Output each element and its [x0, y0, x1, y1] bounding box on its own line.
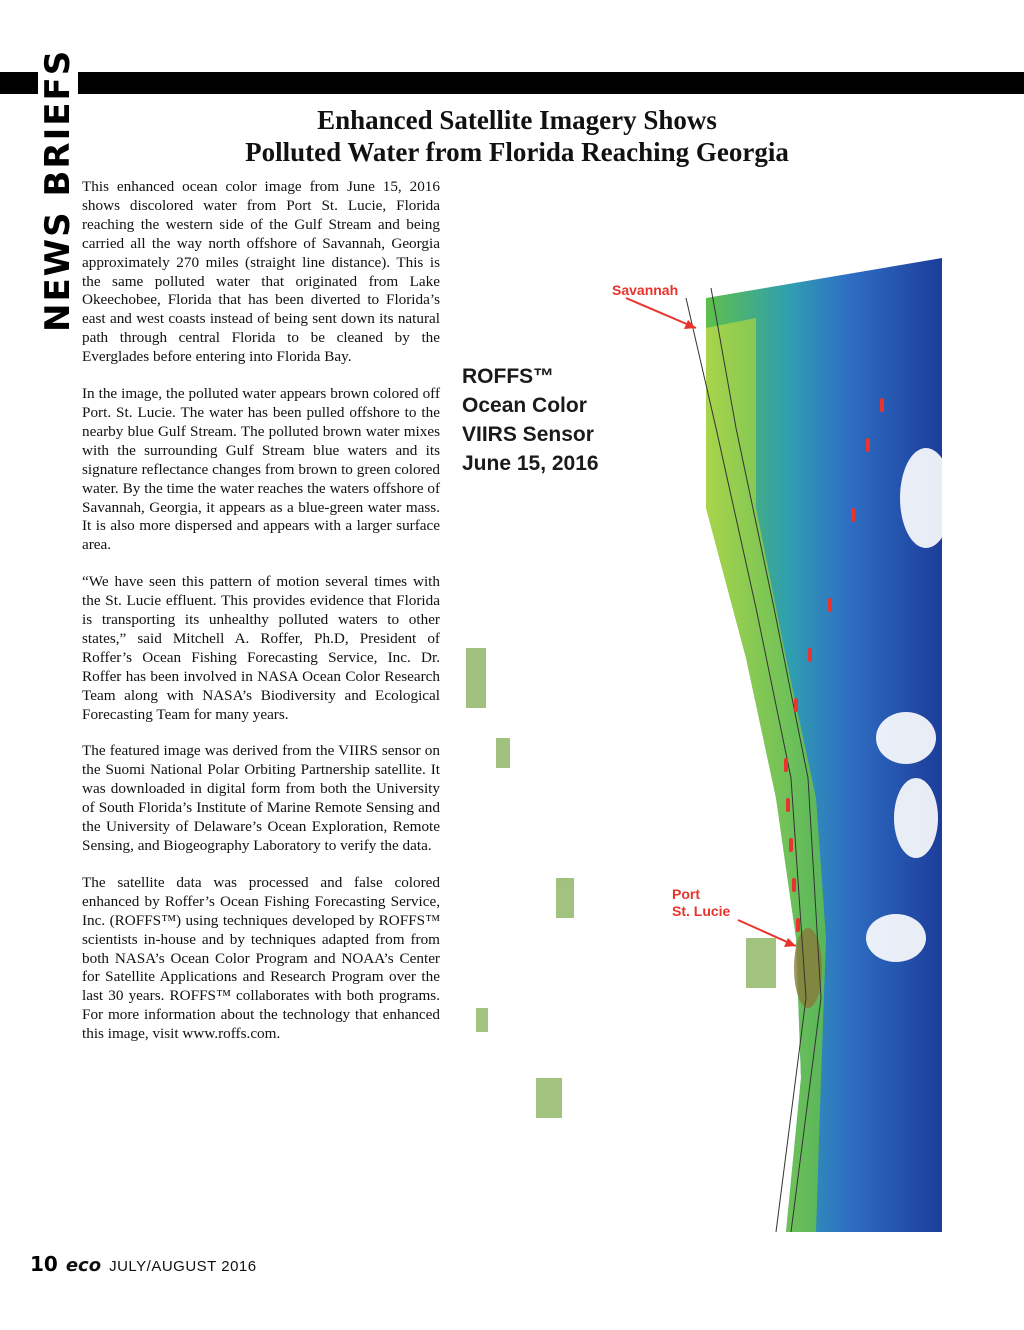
label-line: Port [672, 886, 700, 902]
savannah-arrow [626, 298, 696, 328]
paragraph: The featured image was derived from the VIIRS sensor on the Suomi National Polar Orbiting Partnership satellite. It was downloaded in digital form from both the University of South Florida’s Institute of Marine Remote Sensing and the University of Delaware’s Ocean Exploration, Remote Sensing, and Biogeography Laboratory to verify the data. [82, 742, 440, 854]
satellite-map-image [456, 178, 942, 1232]
title-line-2: Polluted Water from Florida Reaching Georgia [245, 137, 789, 167]
article-title [82, 104, 952, 168]
satellite-map-graphic [456, 178, 942, 1232]
map-label-savannah: Savannah [612, 282, 679, 298]
header-bar [0, 72, 1024, 94]
page-footer [30, 1252, 257, 1276]
issue-date: JULY/AUGUST 2016 [109, 1258, 257, 1275]
article-body [82, 178, 440, 1062]
map-label-port-st-lucie [672, 886, 730, 920]
page-number: 10 [30, 1252, 58, 1276]
caption-line: June 15, 2016 [462, 452, 599, 475]
land-vegetation [466, 648, 776, 1118]
section-label: NEWS BRIEFS [38, 40, 78, 340]
paragraph: The satellite data was processed and false colored enhanced by Roffer’s Ocean Fishing Forecasting Service, Inc. (ROFFS™) using techniques developed by ROFFS™ scientists in-house and by techniques adapted from from both NASA’s Ocean Color Program and NOAA’s Center for Satellite Applications and Research Program over the last 30 years. ROFFS™ collaborates with both programs. For more information about the technology that enhanced this image, visit www.roffs.com. [82, 873, 440, 1043]
label-line: St. Lucie [672, 903, 731, 919]
paragraph: This enhanced ocean color image from June 15, 2016 shows discolored water from Port St. Lucie, Florida reaching the western side of the Gulf Stream and being carried all the way north offshore of Savannah, Georgia approximately 270 miles (straight line distance). This is the same polluted water that originated from Lake Okeechobee, Florida that has been diverted to Florida’s east and west coasts instead of being sent down its natural path through central Florida to be cleaned by the Everglades before entering into Florida Bay. [82, 178, 440, 366]
paragraph: In the image, the polluted water appears brown colored off Port. St. Lucie. The water has been pulled offshore to the nearby blue Gulf Stream. The polluted brown water mixes with the surrounding Gulf Stream blue waters and its signature reflectance changes from brown to green colored water. By the time the water reaches the waters offshore of Savannah, Georgia, it appears as a blue-green water mass. It is also more dispersed and appears with a larger surface area. [82, 385, 440, 554]
caption-line: Ocean Color [462, 394, 587, 417]
title-line-1: Enhanced Satellite Imagery Shows [317, 105, 717, 135]
magazine-brand: eco [65, 1255, 102, 1276]
paragraph: “We have seen this pattern of motion several times with the St. Lucie effluent. This provides evidence that Florida is transporting its unhealthy polluted waters to other states,” said Mitchell A. Roffer, Ph.D, President of Roffer’s Ocean Fishing Forecasting Service, Inc. Dr. Roffer has been involved in NASA Ocean Color Research Team along with NASA’s Biodiversity and Ecological Forecasting Team for many years. [82, 573, 440, 723]
caption-line: VIIRS Sensor [462, 423, 594, 446]
caption-line: ROFFS™ [462, 365, 555, 388]
map-caption [462, 362, 599, 478]
